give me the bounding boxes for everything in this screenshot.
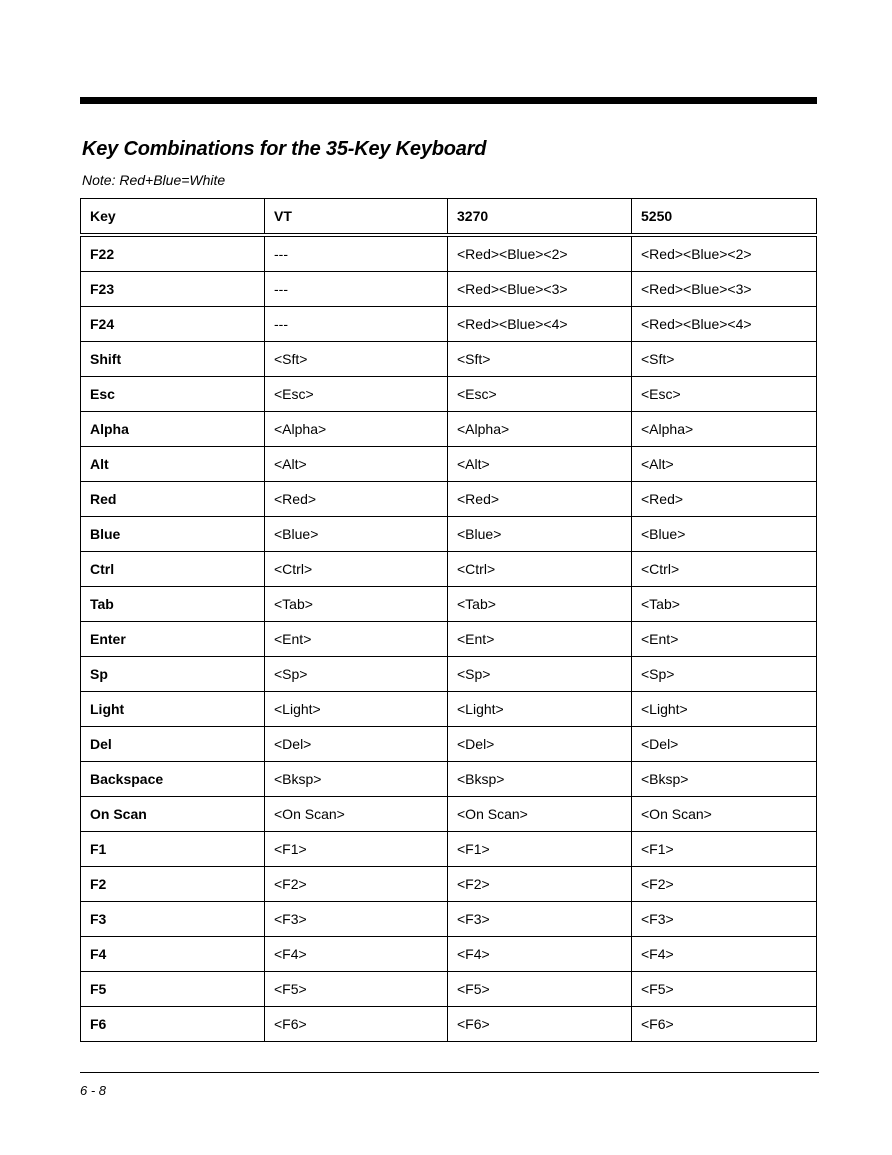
cell-vt: <F1> <box>265 832 448 867</box>
cell-vt: <Sft> <box>265 342 448 377</box>
cell-vt: <Del> <box>265 727 448 762</box>
cell-3270: <F3> <box>448 902 632 937</box>
page-title: Key Combinations for the 35-Key Keyboard <box>82 138 487 160</box>
cell-3270: <On Scan> <box>448 797 632 832</box>
table-row <box>81 272 817 307</box>
cell-key: Enter <box>81 622 265 657</box>
cell-5250: <F2> <box>632 867 817 902</box>
cell-5250: <Blue> <box>632 517 817 552</box>
cell-5250: <Red><Blue><2> <box>632 235 817 272</box>
cell-key: Sp <box>81 657 265 692</box>
table-row <box>81 235 817 272</box>
table-header <box>81 199 817 236</box>
cell-vt: <Ent> <box>265 622 448 657</box>
cell-5250: <Bksp> <box>632 762 817 797</box>
cell-3270: <F1> <box>448 832 632 867</box>
cell-3270: <Bksp> <box>448 762 632 797</box>
cell-5250: <Ctrl> <box>632 552 817 587</box>
cell-key: Blue <box>81 517 265 552</box>
cell-key: F2 <box>81 867 265 902</box>
cell-vt: <F2> <box>265 867 448 902</box>
cell-vt: <Sp> <box>265 657 448 692</box>
cell-vt: <F3> <box>265 902 448 937</box>
table-row <box>81 622 817 657</box>
cell-3270: <Red> <box>448 482 632 517</box>
table-row <box>81 937 817 972</box>
cell-5250: <F4> <box>632 937 817 972</box>
cell-key: F23 <box>81 272 265 307</box>
cell-5250: <F3> <box>632 902 817 937</box>
cell-3270: <Ctrl> <box>448 552 632 587</box>
cell-vt: <F4> <box>265 937 448 972</box>
table-row <box>81 482 817 517</box>
cell-5250: <F1> <box>632 832 817 867</box>
cell-3270: <Sft> <box>448 342 632 377</box>
table-row <box>81 692 817 727</box>
header-vt: VT <box>265 199 448 236</box>
table-row <box>81 342 817 377</box>
table-row <box>81 412 817 447</box>
cell-key: F1 <box>81 832 265 867</box>
table-row <box>81 552 817 587</box>
cell-vt: <F6> <box>265 1007 448 1042</box>
cell-3270: <Red><Blue><3> <box>448 272 632 307</box>
cell-5250: <Tab> <box>632 587 817 622</box>
cell-vt: <Alt> <box>265 447 448 482</box>
cell-key: F22 <box>81 235 265 272</box>
cell-key: Red <box>81 482 265 517</box>
table-row <box>81 657 817 692</box>
cell-3270: <Light> <box>448 692 632 727</box>
cell-5250: <Light> <box>632 692 817 727</box>
cell-5250: <Esc> <box>632 377 817 412</box>
table-note: Note: Red+Blue=White <box>82 172 226 188</box>
cell-5250: <Red> <box>632 482 817 517</box>
cell-3270: <Ent> <box>448 622 632 657</box>
cell-vt: <Ctrl> <box>265 552 448 587</box>
table-row <box>81 307 817 342</box>
key-combinations-table <box>80 198 817 1042</box>
cell-key: F6 <box>81 1007 265 1042</box>
table-row <box>81 587 817 622</box>
cell-vt: <Esc> <box>265 377 448 412</box>
cell-3270: <Tab> <box>448 587 632 622</box>
cell-vt: <Blue> <box>265 517 448 552</box>
cell-vt: <Bksp> <box>265 762 448 797</box>
cell-key: Backspace <box>81 762 265 797</box>
cell-vt: <F5> <box>265 972 448 1007</box>
header-key: Key <box>81 199 265 236</box>
cell-3270: <F5> <box>448 972 632 1007</box>
cell-5250: <Del> <box>632 727 817 762</box>
table-row <box>81 377 817 412</box>
cell-vt: <Alpha> <box>265 412 448 447</box>
cell-vt: <On Scan> <box>265 797 448 832</box>
header-5250: 5250 <box>632 199 817 236</box>
cell-key: F4 <box>81 937 265 972</box>
cell-5250: <Sp> <box>632 657 817 692</box>
cell-vt: --- <box>265 272 448 307</box>
cell-key: F24 <box>81 307 265 342</box>
table-body <box>81 235 817 1042</box>
cell-5250: <Alpha> <box>632 412 817 447</box>
cell-key: F3 <box>81 902 265 937</box>
table-row <box>81 727 817 762</box>
cell-vt: --- <box>265 235 448 272</box>
table-row <box>81 902 817 937</box>
table-row <box>81 832 817 867</box>
cell-3270: <Alt> <box>448 447 632 482</box>
cell-5250: <Ent> <box>632 622 817 657</box>
table-row <box>81 1007 817 1042</box>
cell-key: F5 <box>81 972 265 1007</box>
cell-3270: <Red><Blue><4> <box>448 307 632 342</box>
cell-5250: <F6> <box>632 1007 817 1042</box>
bottom-rule <box>80 1072 819 1073</box>
cell-3270: <Alpha> <box>448 412 632 447</box>
cell-vt: --- <box>265 307 448 342</box>
cell-key: Del <box>81 727 265 762</box>
cell-key: Alpha <box>81 412 265 447</box>
cell-key: Ctrl <box>81 552 265 587</box>
cell-key: Tab <box>81 587 265 622</box>
table-row <box>81 447 817 482</box>
cell-key: Shift <box>81 342 265 377</box>
cell-key: Alt <box>81 447 265 482</box>
cell-3270: <F2> <box>448 867 632 902</box>
header-3270: 3270 <box>448 199 632 236</box>
table-row <box>81 972 817 1007</box>
cell-3270: <F6> <box>448 1007 632 1042</box>
table-row <box>81 517 817 552</box>
header-row <box>81 199 817 236</box>
cell-3270: <F4> <box>448 937 632 972</box>
cell-key: Esc <box>81 377 265 412</box>
cell-3270: <Red><Blue><2> <box>448 235 632 272</box>
table-row <box>81 867 817 902</box>
page-number: 6 - 8 <box>80 1083 107 1098</box>
cell-5250: <On Scan> <box>632 797 817 832</box>
cell-5250: <Red><Blue><4> <box>632 307 817 342</box>
cell-vt: <Red> <box>265 482 448 517</box>
cell-vt: <Tab> <box>265 587 448 622</box>
cell-5250: <Sft> <box>632 342 817 377</box>
table-row <box>81 797 817 832</box>
cell-key: Light <box>81 692 265 727</box>
top-rule <box>80 97 817 104</box>
cell-3270: <Blue> <box>448 517 632 552</box>
cell-5250: <Alt> <box>632 447 817 482</box>
cell-5250: <F5> <box>632 972 817 1007</box>
cell-5250: <Red><Blue><3> <box>632 272 817 307</box>
cell-key: On Scan <box>81 797 265 832</box>
cell-3270: <Del> <box>448 727 632 762</box>
cell-3270: <Sp> <box>448 657 632 692</box>
cell-3270: <Esc> <box>448 377 632 412</box>
cell-vt: <Light> <box>265 692 448 727</box>
table-row <box>81 762 817 797</box>
